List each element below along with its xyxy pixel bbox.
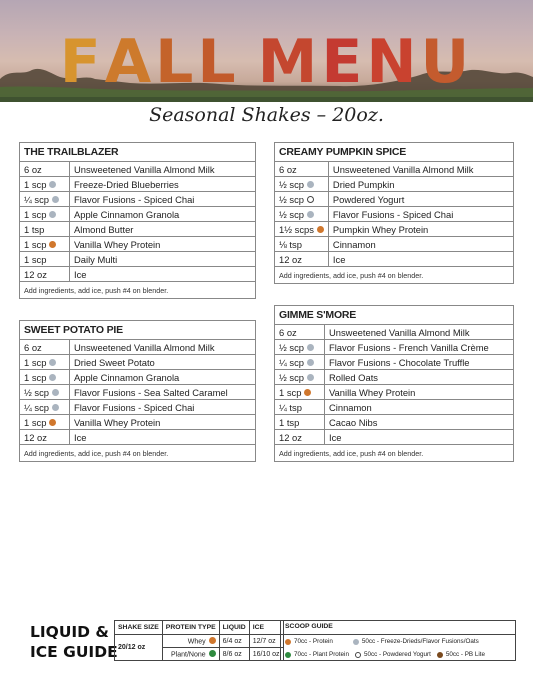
- ingredient-row: [275, 207, 514, 222]
- ingredient-amount-cell: [20, 192, 70, 207]
- scoop-item: [353, 638, 479, 645]
- ingredient-name: Apple Cinnamon Granola: [70, 207, 256, 222]
- gray-dot-icon: [353, 639, 359, 645]
- ingredient-row: [20, 237, 256, 252]
- ingredient-row: [20, 192, 256, 207]
- scoop-label: 50cc - PB Lite: [445, 651, 486, 658]
- ingredient-row: [20, 207, 256, 222]
- ingredient-name: Flavor Fusions - Spiced Chai: [328, 207, 513, 222]
- ingredient-name: Unsweetened Vanilla Almond Milk: [328, 162, 513, 177]
- gray-dot-icon: [52, 404, 59, 411]
- ingredient-amount: ½ scp: [279, 341, 305, 353]
- ingredient-row: [20, 415, 256, 430]
- recipe-title-row: [20, 143, 256, 162]
- ingredient-row: [275, 237, 514, 252]
- ingredient-amount-cell: [275, 370, 325, 385]
- ingredient-amount: ¼ scp: [24, 193, 50, 205]
- recipe-note-row: [20, 445, 256, 462]
- title-letter: A: [104, 27, 156, 97]
- liquid-row-whey: [115, 635, 284, 648]
- ingredient-name: Unsweetened Vanilla Almond Milk: [325, 325, 514, 340]
- ingredient-name: Cinnamon: [328, 237, 513, 252]
- ingredient-amount: 1 tsp: [24, 223, 45, 235]
- ingredient-name: Dried Pumpkin: [328, 177, 513, 192]
- recipe-instructions: Add ingredients, add ice, push #4 on blender.: [20, 282, 256, 299]
- ingredient-amount: 6 oz: [24, 163, 42, 175]
- ingredient-amount-cell: [275, 237, 329, 252]
- ingredient-row: [275, 385, 514, 400]
- ingredient-amount: 1 scp: [279, 386, 302, 398]
- ingredient-amount: 1 tsp: [279, 416, 300, 428]
- title-letter: L: [197, 27, 240, 97]
- ingredient-row: [275, 162, 514, 177]
- scoop-guide: [280, 620, 516, 661]
- ingredient-name: Dried Sweet Potato: [70, 355, 256, 370]
- ingredient-amount: 12 oz: [24, 431, 47, 443]
- ingredient-amount-cell: [275, 430, 325, 445]
- ingredient-amount: ⅛ tsp: [279, 238, 302, 250]
- ingredient-name: Flavor Fusions - Spiced Chai: [70, 400, 256, 415]
- guide-title-line2: ICE GUIDE: [30, 643, 118, 661]
- green-dot-icon: [285, 652, 291, 658]
- ingredient-name: Ice: [70, 267, 256, 282]
- liquid-ice-table: [114, 620, 284, 661]
- orange-dot-icon: [209, 637, 216, 644]
- ingredient-name: Flavor Fusions - Chocolate Truffle: [325, 355, 514, 370]
- liquid-value: 8/6 oz: [219, 648, 249, 661]
- scoop-item: [285, 638, 333, 645]
- protein-type-label: Whey: [187, 638, 206, 646]
- header-shake-size: SHAKE SIZE: [115, 621, 163, 635]
- scoop-item: [355, 651, 431, 658]
- orange-dot-icon: [49, 419, 56, 426]
- ingredient-amount-cell: [275, 385, 325, 400]
- ingredient-amount-cell: [20, 385, 70, 400]
- ingredient-row: [20, 267, 256, 282]
- ingredient-row: [20, 355, 256, 370]
- brown-dot-icon: [437, 652, 443, 658]
- ice-value: 12/7 oz: [249, 635, 283, 648]
- recipe-title: GIMME S'MORE: [275, 306, 514, 325]
- ingredient-amount-cell: [20, 355, 70, 370]
- ingredient-amount-cell: [20, 162, 70, 177]
- ingredient-row: [275, 400, 514, 415]
- ingredient-row: [275, 177, 514, 192]
- scoop-guide-row: [281, 635, 515, 648]
- ingredient-row: [20, 430, 256, 445]
- ingredient-amount: ½ scp: [279, 208, 305, 220]
- ingredient-amount-cell: [20, 222, 70, 237]
- ingredient-row: [20, 222, 256, 237]
- recipe-instructions: Add ingredients, add ice, push #4 on blender.: [275, 267, 514, 284]
- scoop-label: 50cc - Freeze-Drieds/Flavor Fusions/Oats: [361, 638, 479, 645]
- ingredient-name: Powdered Yogurt: [328, 192, 513, 207]
- recipe-title-row: [275, 143, 514, 162]
- ingredient-amount: 6 oz: [24, 341, 42, 353]
- ingredient-name: Cacao Nibs: [325, 415, 514, 430]
- ingredient-amount-cell: [275, 207, 329, 222]
- menu-title: [0, 27, 533, 97]
- gray-dot-icon: [49, 359, 56, 366]
- recipe-title: CREAMY PUMPKIN SPICE: [275, 143, 514, 162]
- protein-type-whey: [162, 635, 219, 648]
- gray-dot-icon: [307, 344, 314, 351]
- ingredient-amount-cell: [275, 177, 329, 192]
- ingredient-amount: ½ scp: [279, 371, 305, 383]
- ingredient-amount: ¼ scp: [279, 356, 305, 368]
- header-liquid: LIQUID: [219, 621, 249, 635]
- header-banner: [0, 0, 533, 102]
- ingredient-amount: ½ scp: [24, 386, 50, 398]
- orange-dot-icon: [317, 226, 324, 233]
- ingredient-amount: ½ scp: [279, 193, 305, 205]
- ingredient-name: Flavor Fusions - Spiced Chai: [70, 192, 256, 207]
- ingredient-amount-cell: [275, 222, 329, 237]
- ingredient-row: [275, 252, 514, 267]
- gray-dot-icon: [307, 359, 314, 366]
- ingredient-amount: 12 oz: [279, 431, 302, 443]
- ingredient-name: Vanilla Whey Protein: [325, 385, 514, 400]
- ingredient-amount-cell: [20, 430, 70, 445]
- ingredient-amount: 1½ scps: [279, 223, 314, 235]
- ingredient-name: Ice: [325, 430, 514, 445]
- ingredient-row: [20, 385, 256, 400]
- title-letter: L: [155, 27, 198, 97]
- ingredient-amount-cell: [275, 252, 329, 267]
- ingredient-name: Unsweetened Vanilla Almond Milk: [70, 162, 256, 177]
- recipe-card-sweet-potato-pie: [19, 320, 256, 462]
- ingredient-name: Flavor Fusions - French Vanilla Crème: [325, 340, 514, 355]
- recipe-card-gimme-smore: [274, 305, 514, 462]
- shake-size-text: 20/12 oz: [118, 644, 146, 651]
- liquid-ice-guide-title: [30, 622, 118, 662]
- recipe-note-row: [275, 445, 514, 462]
- scoop-guide-title: SCOOP GUIDE: [281, 621, 515, 635]
- gray-dot-icon: [49, 211, 56, 218]
- ingredient-name: Apple Cinnamon Granola: [70, 370, 256, 385]
- ingredient-amount-cell: [20, 252, 70, 267]
- title-letter: M: [257, 27, 322, 97]
- ingredient-amount-cell: [20, 267, 70, 282]
- orange-dot-icon: [304, 389, 311, 396]
- gray-dot-icon: [52, 389, 59, 396]
- orange-dot-icon: [49, 241, 56, 248]
- ingredient-name: Flavor Fusions - Sea Salted Caramel: [70, 385, 256, 400]
- protein-type-plant: [162, 648, 219, 661]
- header-protein-type: PROTEIN TYPE: [162, 621, 219, 635]
- header-ice: ICE: [249, 621, 283, 635]
- title-letter: F: [59, 27, 105, 97]
- ingredient-amount: 12 oz: [24, 268, 47, 280]
- title-letter: E: [321, 27, 367, 97]
- ingredient-row: [275, 192, 514, 207]
- ingredient-amount: 1 scp: [24, 371, 47, 383]
- ingredient-name: Cinnamon: [325, 400, 514, 415]
- ingredient-amount-cell: [275, 400, 325, 415]
- ingredient-row: [20, 177, 256, 192]
- scoop-item: [437, 651, 485, 658]
- ingredient-row: [20, 340, 256, 355]
- ingredient-row: [275, 370, 514, 385]
- ingredient-amount-cell: [275, 192, 329, 207]
- recipe-instructions: Add ingredients, add ice, push #4 on blender.: [275, 445, 514, 462]
- scoop-item: [285, 651, 349, 658]
- ingredient-row: [275, 355, 514, 370]
- ingredient-name: Daily Multi: [70, 252, 256, 267]
- ingredient-row: [275, 430, 514, 445]
- ingredient-name: Almond Butter: [70, 222, 256, 237]
- ingredient-row: [275, 415, 514, 430]
- gray-dot-icon: [49, 374, 56, 381]
- recipe-note-row: [20, 282, 256, 299]
- recipe-title: THE TRAILBLAZER: [20, 143, 256, 162]
- green-dot-icon: [209, 650, 216, 657]
- scoop-label: 70cc - Protein: [294, 638, 333, 645]
- scoop-label: 50cc - Powdered Yogurt: [363, 651, 431, 658]
- recipe-card-trailblazer: [19, 142, 256, 299]
- title-letter: N: [366, 27, 421, 97]
- ingredient-amount: ¼ tsp: [279, 401, 302, 413]
- scoop-guide-row: [281, 648, 515, 661]
- subtitle: Seasonal Shakes – 20oz.: [149, 104, 384, 126]
- ingredient-amount-cell: [20, 370, 70, 385]
- ingredient-amount: ¼ scp: [24, 401, 50, 413]
- protein-type-label: Plant/None: [171, 651, 206, 659]
- ingredient-amount: 1 scp: [24, 238, 47, 250]
- ingredient-name: Vanilla Whey Protein: [70, 415, 256, 430]
- liquid-value: 6/4 oz: [219, 635, 249, 648]
- gray-dot-icon: [307, 181, 314, 188]
- ingredient-amount: ½ scp: [279, 178, 305, 190]
- ingredient-row: [275, 222, 514, 237]
- recipe-title: SWEET POTATO PIE: [20, 321, 256, 340]
- ingredient-amount-cell: [275, 162, 329, 177]
- gray-dot-icon: [307, 211, 314, 218]
- ingredient-row: [20, 252, 256, 267]
- ingredient-name: Pumpkin Whey Protein: [328, 222, 513, 237]
- ingredient-amount-cell: [20, 177, 70, 192]
- ingredient-amount-cell: [20, 415, 70, 430]
- ingredient-name: Vanilla Whey Protein: [70, 237, 256, 252]
- ingredient-row: [20, 370, 256, 385]
- ingredient-row: [20, 162, 256, 177]
- gray-dot-icon: [52, 196, 59, 203]
- gray-dot-icon: [307, 374, 314, 381]
- ingredient-amount: 1 scp: [24, 208, 47, 220]
- ingredient-amount-cell: [275, 355, 325, 370]
- ingredient-amount-cell: [275, 415, 325, 430]
- ingredient-name: Ice: [328, 252, 513, 267]
- recipe-instructions: Add ingredients, add ice, push #4 on blender.: [20, 445, 256, 462]
- ingredient-name: Unsweetened Vanilla Almond Milk: [70, 340, 256, 355]
- ingredient-row: [275, 340, 514, 355]
- ingredient-amount-cell: [20, 400, 70, 415]
- ingredient-amount-cell: [20, 207, 70, 222]
- ingredient-amount-cell: [275, 325, 325, 340]
- ice-value: 16/10 oz: [249, 648, 283, 661]
- ingredient-amount: 6 oz: [279, 163, 297, 175]
- liquid-header-row: [115, 621, 284, 635]
- ingredient-name: Freeze-Dried Blueberries: [70, 177, 256, 192]
- open-dot-icon: [355, 652, 361, 658]
- ingredient-row: [275, 325, 514, 340]
- ingredient-amount: 6 oz: [279, 326, 297, 338]
- ingredient-amount-cell: [275, 340, 325, 355]
- recipe-title-row: [20, 321, 256, 340]
- ingredient-row: [20, 400, 256, 415]
- scoop-label: 70cc - Plant Protein: [294, 651, 349, 658]
- ingredient-amount-cell: [20, 340, 70, 355]
- shake-size-value: [115, 635, 163, 661]
- recipe-note-row: [275, 267, 514, 284]
- ingredient-name: Rolled Oats: [325, 370, 514, 385]
- orange-dot-icon: [285, 639, 291, 645]
- ingredient-amount: 1 scp: [24, 416, 47, 428]
- guide-title-line1: LIQUID &: [30, 623, 109, 641]
- recipe-card-creamy-pumpkin-spice: [274, 142, 514, 284]
- ingredient-amount: 1 scp: [24, 253, 47, 265]
- open-dot-icon: [307, 196, 314, 203]
- ingredient-amount-cell: [20, 237, 70, 252]
- ingredient-amount: 1 scp: [24, 178, 47, 190]
- ingredient-name: Ice: [70, 430, 256, 445]
- ingredient-amount: 12 oz: [279, 253, 302, 265]
- ingredient-amount: 1 scp: [24, 356, 47, 368]
- title-letter: U: [420, 27, 474, 97]
- recipe-title-row: [275, 306, 514, 325]
- gray-dot-icon: [49, 181, 56, 188]
